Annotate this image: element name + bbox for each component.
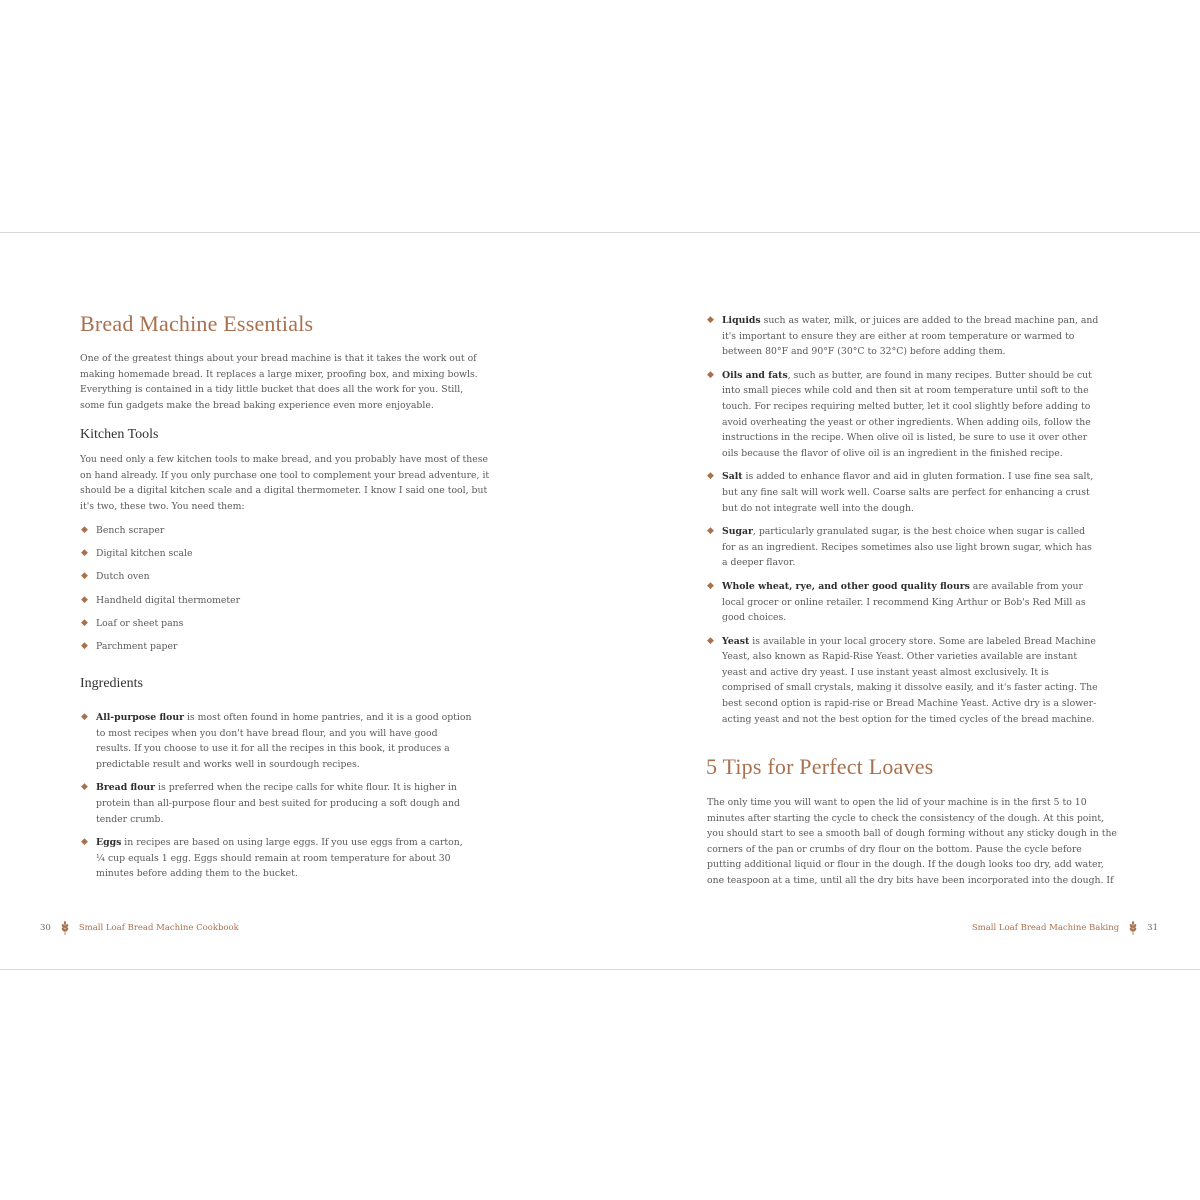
kitchen-tools-list (81, 523, 481, 662)
book-spread (0, 232, 1200, 970)
page-number: 30 (40, 923, 51, 933)
list-item: ◆ Eggs in recipes are based on using large eggs. If you use eggs from a carton, ¼ cup equals 1 egg. Eggs should remain at room temperature for about 30 minutes before adding them to the bucket. (81, 837, 463, 880)
right-page (600, 233, 1200, 969)
wheat-sprig-icon (1127, 921, 1139, 935)
list-item: ◆ Salt is added to enhance flavor and aid in gluten formation. I use fine sea salt, but any fine salt will work well. Coarse salts are perfect for enhancing a crust but do not integrate well into the dough. (707, 471, 1094, 514)
list-item: ◆ Yeast is available in your local grocery store. Some are labeled Bread Machine Yeast, also known as Rapid-Rise Yeast. Other varieties available are instant yeast and active dry yeast. I use instant yeast almost exclusively. It is comprised of small crystals, making it dissolve easily, and it's faster acting. The best second option is rapid-rise or Bread Machine Yeast. Active dry is a slower-acting yeast and not the best option for the timed cycles of the bread machine. (707, 635, 1098, 725)
diamond-bullet-icon: ◆ (81, 571, 88, 582)
list-item: ◆ Handheld digital thermometer (81, 593, 481, 616)
wheat-sprig-icon (59, 921, 71, 935)
list-item: ◆ All-purpose flour is most often found in home pantries, and it is a good option to most recipes when you don't have bread flour, and you will have good results. If you choose to use it for all the recipes in this book, it produces a predictable result and works well in sourdough recipes. (81, 712, 472, 770)
page-title: Bread Machine Essentials (80, 311, 314, 336)
list-item: ◆ Digital kitchen scale (81, 546, 481, 569)
list-item: ◆ Bread flour is preferred when the recipe calls for white flour. It is higher in protein than all-purpose flour and best suited for producing a soft dough and tender crumb. (81, 782, 460, 825)
tips-paragraph: The only time you will want to open the lid of your machine is in the first 5 to 10 minutes after starting the cycle to check the consistency of the dough. At this point, you should start to see a smooth ball of dough forming without any sticky dough in the corners of the pan or crumbs of dry flour on the bottom. Pause the cycle before putting additional liquid or flour in the dough. If the dough looks too dry, add water, one teaspoon at a time, until all the dry bits have been incorporated into the dough. If (707, 797, 1117, 886)
diamond-bullet-icon: ◆ (707, 580, 714, 591)
left-page (0, 233, 600, 969)
running-title: Small Loaf Bread Machine Cookbook (78, 923, 239, 933)
intro-paragraph: One of the greatest things about your bread machine is that it takes the work out of making homemade bread. It replaces a large mixer, proofing box, and mixing bowls. Everything is contained in a tidy little bucket that does all the work for you. Still, some fun gadgets make the bread baking experience even more enjoyable. (80, 353, 478, 411)
diamond-bullet-icon: ◆ (81, 617, 88, 628)
diamond-bullet-icon: ◆ (81, 712, 88, 722)
ingredients-list (81, 710, 473, 890)
kitchen-tools-heading: Kitchen Tools (80, 427, 159, 442)
list-item: ◆ Whole wheat, rye, and other good quality flours are available from your local grocer or online retailer. I recommend King Arthur or Bob's Red Mill as good choices. (707, 580, 1086, 624)
diamond-bullet-icon: ◆ (81, 594, 88, 605)
list-item: ◆ Dutch oven (81, 569, 481, 592)
list-item: ◆ Parchment paper (81, 639, 481, 662)
diamond-bullet-icon: ◆ (707, 369, 714, 380)
ingredients-continued-list (707, 313, 1099, 735)
list-item: ◆ Bench scraper (81, 523, 481, 546)
page-number: 31 (1147, 923, 1158, 933)
diamond-bullet-icon: ◆ (707, 635, 714, 646)
right-folio (972, 921, 1158, 935)
diamond-bullet-icon: ◆ (707, 526, 714, 537)
list-item: ◆ Loaf or sheet pans (81, 616, 481, 639)
ingredients-heading: Ingredients (80, 676, 143, 691)
left-folio (40, 921, 239, 935)
list-item: ◆ Sugar, particularly granulated sugar, is the best choice when sugar is called for as an ingredient. Recipes sometimes also use light brown sugar, which has a deeper flavor. (707, 526, 1092, 569)
diamond-bullet-icon: ◆ (81, 548, 88, 559)
diamond-bullet-icon: ◆ (81, 837, 88, 848)
running-title: Small Loaf Bread Machine Baking (971, 923, 1120, 933)
tips-title: 5 Tips for Perfect Loaves (706, 754, 934, 779)
list-item: ◆ Liquids such as water, milk, or juices are added to the bread machine pan, and it's important to ensure they are either at room temperature or warmed to between 80°F and 90°F (30°C to 32°C) before adding them. (707, 315, 1099, 358)
diamond-bullet-icon: ◆ (81, 525, 88, 535)
kitchen-tools-paragraph: You need only a few kitchen tools to make bread, and you probably have most of these on hand already. If you only purchase one tool to complement your bread adventure, it should be a digital kitchen scale and a digital thermometer. I know I said one tool, but it's two, these two. You need them: (80, 454, 490, 512)
list-item: ◆ Oils and fats, such as butter, are found in many recipes. Butter should be cut into small pieces while cold and then sit at room temperature until soft to the touch. For recipes requiring melted butter, let it cool slightly before adding to avoid overheating the yeast or other ingredients. When adding oils, follow the instructions in the recipe. When olive oil is listed, be sure to use it over other oils because the flavor of olive oil is an ingredient in the finished recipe. (707, 369, 1092, 459)
diamond-bullet-icon: ◆ (81, 782, 88, 793)
diamond-bullet-icon: ◆ (81, 640, 88, 651)
diamond-bullet-icon: ◆ (707, 471, 714, 482)
diamond-bullet-icon: ◆ (707, 315, 714, 325)
